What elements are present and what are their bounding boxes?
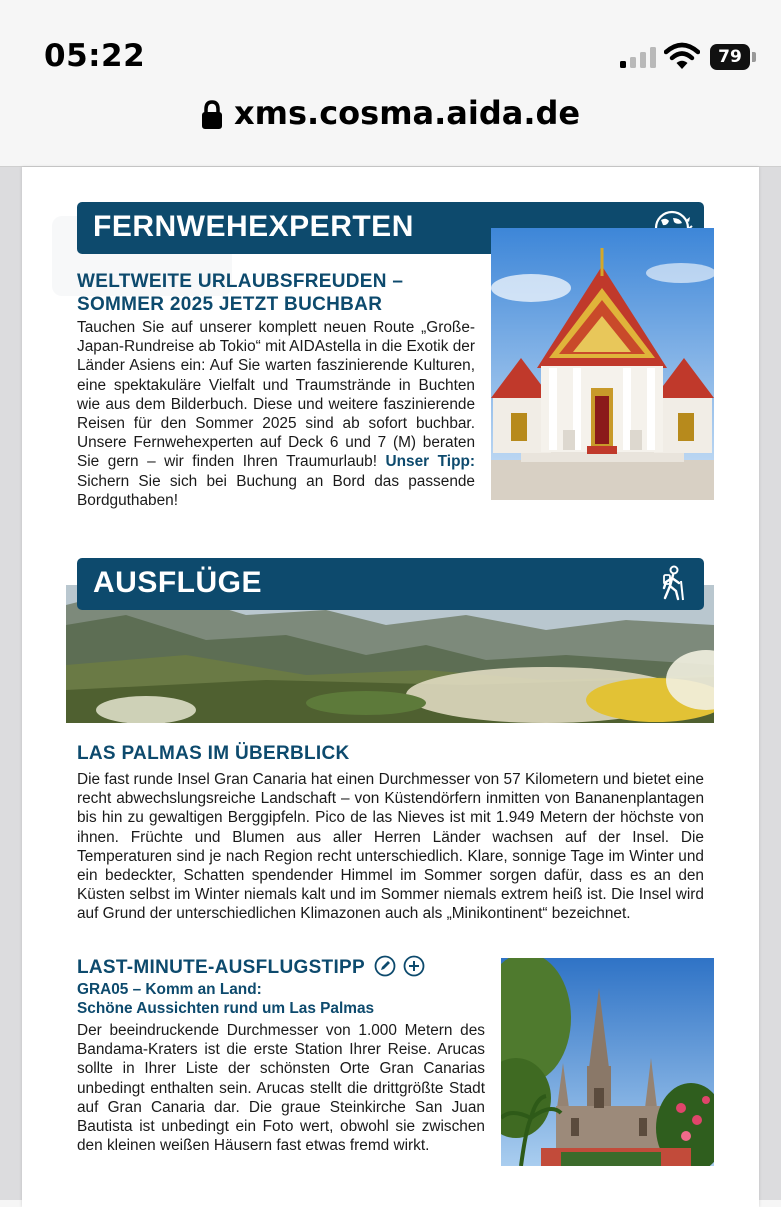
section3-body: Der beeindruckende Durchmesser von 1.000 Metern des Bandama-Kraters ist die erste Station Ihrer Reise. Arucas sollte in Ihrer Liste der schönsten Orte Gran Canarias unbedingt enthalten sein. Arucas stellt die drittgrößte Stadt auf Gran Canaria dar. Die graue Steinkirche San Juan Bautista ist unbedingt ein Foto wert, obwohl sie zwischen den kleinen weißen Häusern fast etwas fremd wirkt. — [77, 1022, 485, 1155]
section1-body — [77, 318, 475, 510]
section3-subheading-1: GRA05 – Komm an Land: — [77, 981, 262, 998]
battery-indicator: 79 — [710, 44, 750, 70]
hiker-icon — [650, 564, 694, 604]
section1-heading-line1: WELTWEITE URLAUBSFREUDEN – — [77, 271, 404, 292]
section3-heading-row — [77, 955, 425, 979]
tip-text: Sichern Sie sich bei Buchung an Bord das passende Bordguthaben! — [77, 472, 475, 509]
church-photo — [501, 958, 714, 1166]
url-text[interactable]: xms.cosma.aida.de — [234, 94, 581, 132]
ausfluege-banner — [77, 558, 704, 610]
section3-subheading-2: Schöne Aussichten rund um Las Palmas — [77, 1000, 375, 1017]
section3-heading: LAST-MINUTE-AUSFLUGSTIPP — [77, 957, 365, 978]
address-bar[interactable] — [0, 88, 781, 167]
section2-heading: LAS PALMAS IM ÜBERBLICK — [77, 743, 350, 764]
plus-circle-icon — [403, 955, 425, 977]
wifi-icon — [664, 42, 700, 70]
clock: 05:22 — [44, 38, 146, 74]
section1-heading-line2: SOMMER 2025 JETZT BUCHBAR — [77, 294, 383, 315]
tip-label: Unser Tipp: — [385, 453, 475, 471]
cellular-signal-icon — [620, 46, 656, 68]
section2-body: Die fast runde Insel Gran Canaria hat einen Durchmesser von 57 Kilometern und bietet eine recht abwechslungsreiche Landschaft – von Küstendörfern inmitten von Bananenplantagen bis hin zu gewaltigen Berggipfeln. Pico de las Nieves ist mit 1.949 Metern der höchste von ihnen. Früchte und Blumen aus aller Herren Länder wachsen auf der Insel. Die Temperaturen sind je nach Region recht unterschiedlich. Klare, sonnige Tage im Winter und ein bedeckter, Schatten spendender Himmel im Sommer sorgen dafür, dass es an den Küsten selbst im Winter niemals kalt und im Sommer niemals extrem heiß ist. Die Insel wird auf Grund der unterschiedlichen Klimazonen auch als „Minikontinent“ bezeichnet. — [77, 771, 704, 923]
pencil-icon — [374, 955, 396, 977]
section1-body-text: Tauchen Sie auf unserer komplett neuen Route „Große-Japan-Rundreise ab Tokio“ mit AIDAstella in die Exotik der Länder Asiens ein: Auf Sie warten faszinierende Kulturen, eine spektakuläre Vielfalt und Traumstrände in Buchten wie aus dem Bilderbuch. Diese und weitere faszinierende Reisen für den Sommer 2025 sind ab sofort buchbar. Unsere Fernwehexperten auf Deck 6 und 7 (M) beraten Sie gern – wir finden Ihren Traumurlaub! — [77, 319, 475, 471]
temple-photo — [491, 228, 714, 500]
banner-title: AUSFLÜGE — [93, 566, 262, 599]
status-bar — [0, 0, 781, 88]
church-illustration — [501, 958, 714, 1166]
banner-title: FERNWEHEXPERTEN — [93, 210, 414, 243]
battery-nub — [752, 52, 756, 62]
lock-icon — [201, 100, 223, 130]
section1-heading — [77, 270, 403, 316]
temple-illustration — [491, 228, 714, 500]
